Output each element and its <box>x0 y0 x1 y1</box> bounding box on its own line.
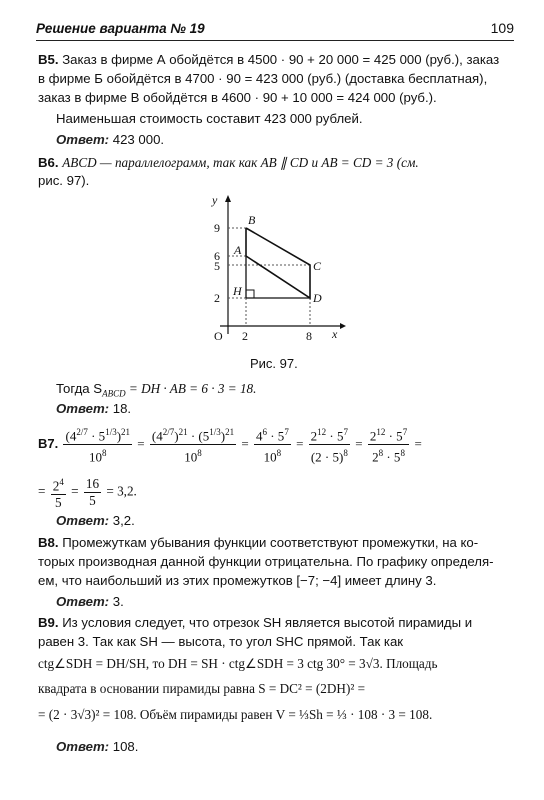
b7-expr-1: B7. $\frac{(4^{2/7} \cdot 5^{1/3})^{21}}{10^8}$ = $\frac{(4^{2/7})^{21} \cdot (5^{1/3})^{21}}{10^8}$ = $\frac{4^6 \cdot 5^7}{10^8}$ = $\frac{2^{12} \cdot 5^7}{(2 \cdot 5)^8}$ = $\frac{2^{12} \cdot 5^7}{2^8 \cdot 5^8}$ = <box>38 424 422 466</box>
b9-text-1: Из условия следует, что отрезок SH является высотой пирамиды и <box>62 615 473 630</box>
answer-value: 3. <box>112 594 124 609</box>
b7-frac-3: $\frac{4^6 \cdot 5^7}{10^8}$ <box>254 424 291 466</box>
b6-label: B6. <box>38 155 59 170</box>
answer-value: 3,2. <box>112 513 135 528</box>
b9-line-5: = (2 · 3√3)² = 108. Объём пирамиды равен V = ⅓Sh = ⅓ · 108 · 3 = 108. <box>38 707 433 722</box>
b7-frac-4: $\frac{2^{12} \cdot 5^7}{(2 \cdot 5)^8}$ <box>309 424 350 466</box>
b9-line-4: квадрата в основании пирамиды равна S = DC² = (2DH)² = <box>38 681 366 696</box>
tick-y-9: 9 <box>214 221 220 235</box>
b6-line-1 <box>38 154 419 172</box>
b6-area-rest: = DH · AB = 6 · 3 = 18. <box>125 381 257 396</box>
b8-label: B8. <box>38 535 59 550</box>
b8-line-1 <box>38 534 478 552</box>
point-d-label: D <box>313 291 322 305</box>
b9-line-3: ctg∠SDH = DH/SH, то DH = SH · ctg∠SDH = 3 ctg 30° = 3√3. Площадь <box>38 656 438 671</box>
answer-label: Ответ: <box>56 513 110 528</box>
b7-label: B7. <box>38 435 59 451</box>
parallelogram-abcd <box>246 228 310 298</box>
b7-frac-7: $\frac{16}{5}$ <box>85 476 100 509</box>
point-b-label: B <box>248 213 256 227</box>
point-a-label: A <box>234 243 242 257</box>
b8-answer <box>56 593 124 611</box>
y-axis-arrow <box>225 195 231 202</box>
answer-value: 18. <box>112 401 132 416</box>
point-h-label: H <box>233 284 242 298</box>
b5-line-3: заказ в фирме В обойдётся в 4600 · 90 + 10 000 = 424 000 (руб.). <box>38 90 437 105</box>
tick-y-2: 2 <box>214 291 220 305</box>
answer-label: Ответ: <box>56 594 110 609</box>
b7-frac-2: $\frac{(4^{2/7})^{21} \cdot (5^{1/3})^{21}}{10^8}$ <box>150 424 236 466</box>
b7-frac-5: $\frac{2^{12} \cdot 5^7}{2^8 \cdot 5^8}$ <box>368 424 409 466</box>
axis-x-label: x <box>332 327 338 341</box>
figure-caption: Рис. 97. <box>250 356 298 371</box>
page-header <box>36 18 514 41</box>
tick-x-2: 2 <box>242 329 248 342</box>
b5-line-2: в фирме Б обойдётся в 4700 · 90 = 423 000 (руб.) (доставка бесплатная), <box>38 71 488 86</box>
tick-y-6: 6 <box>214 249 220 263</box>
answer-label: Ответ: <box>56 401 110 416</box>
axis-y-label: y <box>212 193 218 207</box>
b6-answer <box>56 400 131 418</box>
b7-expr-2: = $\frac{2^4}{5}$ = $\frac{16}{5}$ = 3,2. <box>38 474 137 511</box>
right-angle-mark <box>246 290 254 298</box>
b6-text-1: ABCD — параллелограмм, так как AB ∥ CD и AB = CD = 3 (см. <box>62 155 419 170</box>
b5-conclusion: Наименьшая стоимость составит 423 000 рублей. <box>56 111 363 126</box>
b6-area-sub: ABCD <box>102 388 126 399</box>
answer-value: 423 000. <box>112 132 165 147</box>
page-number: 109 <box>490 20 514 36</box>
b5-label: B5. <box>38 52 59 67</box>
b8-line-2: торых производная данной функции отрицательна. По графику определя- <box>38 554 494 569</box>
b7-answer <box>56 512 135 530</box>
tick-x-8: 8 <box>306 329 312 342</box>
answer-label: Ответ: <box>56 739 110 754</box>
b7-frac-6: $\frac{2^4}{5}$ <box>51 474 66 511</box>
answer-value: 108. <box>112 739 139 754</box>
b9-line-1 <box>38 614 472 632</box>
tick-y-5: 5 <box>214 259 220 273</box>
b9-label: B9. <box>38 615 59 630</box>
origin-label: O <box>214 329 223 342</box>
b5-text-1: Заказ в фирме А обойдётся в 4500 · 90 + 20 000 = 425 000 (руб.), заказ <box>62 52 500 67</box>
b5-line-1 <box>38 51 499 69</box>
point-c-label: C <box>313 259 322 273</box>
b9-answer <box>56 738 138 756</box>
b5-answer <box>56 131 164 149</box>
b6-area-text: Тогда S <box>56 381 103 396</box>
b7-frac-1: $\frac{(4^{2/7} \cdot 5^{1/3})^{21}}{10^8}$ <box>63 424 132 466</box>
b8-line-3: ем, что наибольший из этих промежутков [−7; −4] имеет длину 3. <box>38 573 437 588</box>
answer-label: Ответ: <box>56 132 110 147</box>
running-title: Решение варианта № 19 <box>36 21 205 36</box>
b6-line-2: рис. 97). <box>38 173 90 188</box>
b8-text-1: Промежуткам убывания функции соответствуют промежутки, на ко- <box>62 535 479 550</box>
b9-line-2: равен 3. Так как SH — высота, то угол SHC прямой. Так как <box>38 634 404 649</box>
figure-97 <box>200 192 350 342</box>
x-axis-arrow <box>340 323 346 329</box>
